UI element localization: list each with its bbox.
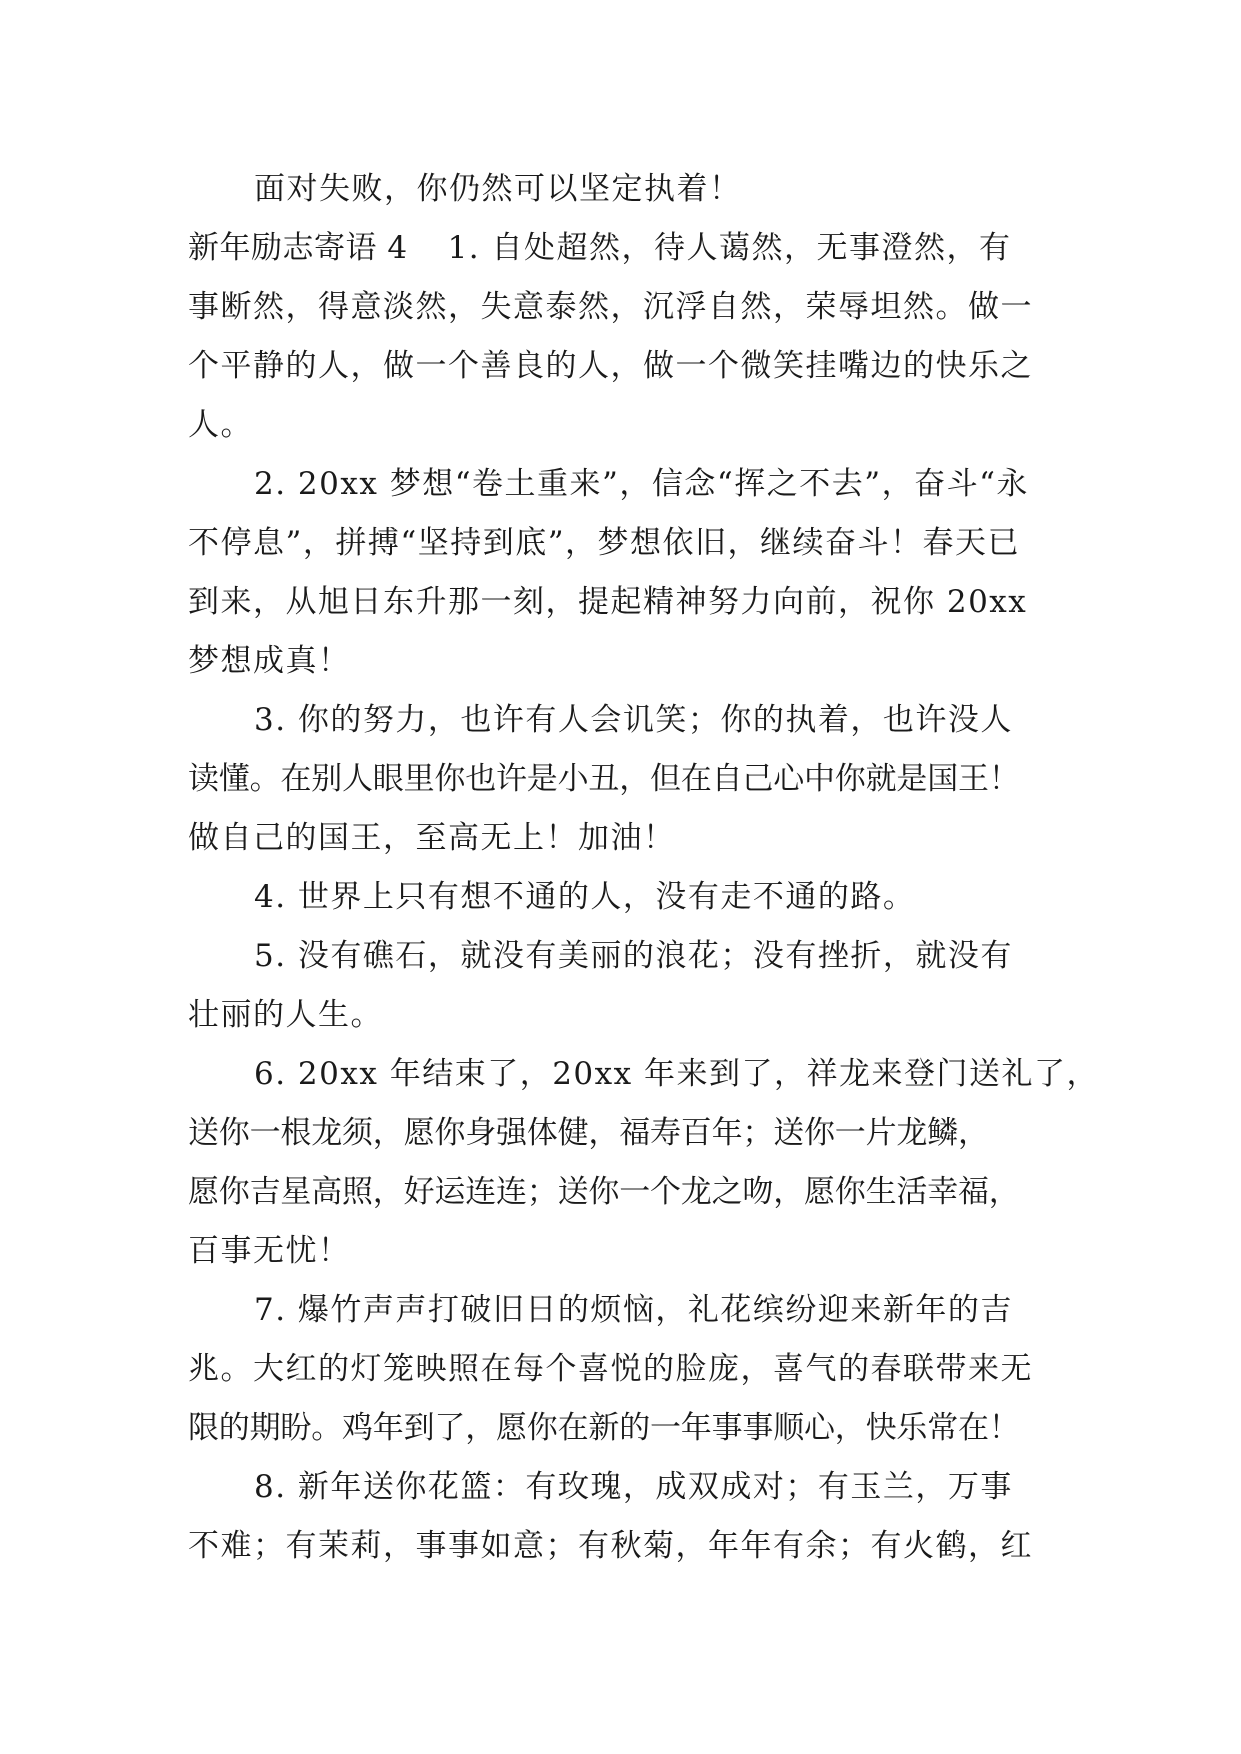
paragraph-line: 6. 20xx 年结束了，20xx 年来到了，祥龙来登门送礼了，: [254, 1056, 1099, 1092]
paragraph-line: 面对失败，你仍然可以坚定执着！: [254, 171, 742, 207]
paragraph-line: 8. 新年送你花篮：有玫瑰，成双成对；有玉兰，万事: [254, 1469, 1013, 1505]
paragraph-line: 读懂。在别人眼里你也许是小丑，但在自己心中你就是国王！: [188, 761, 1020, 797]
paragraph-line: 个平静的人，做一个善良的人，做一个微笑挂嘴边的快乐之: [188, 348, 1033, 384]
paragraph-line: 限的期盼。鸡年到了，愿你在新的一年事事顺心，快乐常在！: [188, 1410, 1020, 1446]
paragraph-line: 4. 世界上只有想不通的人，没有走不通的路。: [254, 879, 916, 915]
paragraph-line: 事断然，得意淡然，失意泰然，沉浮自然，荣辱坦然。做一: [188, 289, 1033, 325]
document-body: [188, 160, 1099, 1576]
paragraph-line: 兆。大红的灯笼映照在每个喜悦的脸庞，喜气的春联带来无: [188, 1351, 1033, 1387]
paragraph-line: 壮丽的人生。: [188, 997, 383, 1033]
paragraph-line: 3. 你的努力，也许有人会讥笑；你的执着，也许没人: [254, 702, 1013, 738]
paragraph-line: 愿你吉星高照，好运连连；送你一个龙之吻，愿你生活幸福，: [188, 1174, 1020, 1210]
paragraph-line: 2. 20xx 梦想“卷土重来”，信念“挥之不去”，奋斗“永: [254, 466, 1029, 502]
paragraph-line: 5. 没有礁石，就没有美丽的浪花；没有挫折，就没有: [254, 938, 1013, 974]
paragraph-line: 送你一根龙须，愿你身强体健，福寿百年；送你一片龙鳞，: [188, 1115, 989, 1151]
paragraph-line: 不难；有茉莉，事事如意；有秋菊，年年有余；有火鹤，红: [188, 1528, 1033, 1564]
paragraph-line: 不停息”，拼搏“坚持到底”，梦想依旧，继续奋斗！春天已: [188, 525, 1021, 561]
paragraph-line: [188, 219, 1068, 278]
paragraph-line: 人。: [188, 407, 253, 443]
paragraph-line: 百事无忧！: [188, 1233, 351, 1269]
paragraph-line: 梦想成真！: [188, 643, 351, 679]
paragraph-text: 1. 自处超然，待人蔼然，无事澄然，有: [447, 230, 1012, 266]
paragraph-line: 做自己的国王，至高无上！加油！: [188, 820, 676, 856]
paragraph-line: 7. 爆竹声声打破旧日的烦恼，礼花缤纷迎来新年的吉: [254, 1292, 1013, 1328]
section-heading: 新年励志寄语 4: [188, 230, 408, 266]
paragraph-line: 到来，从旭日东升那一刻，提起精神努力向前，祝你 20xx: [188, 584, 1028, 620]
